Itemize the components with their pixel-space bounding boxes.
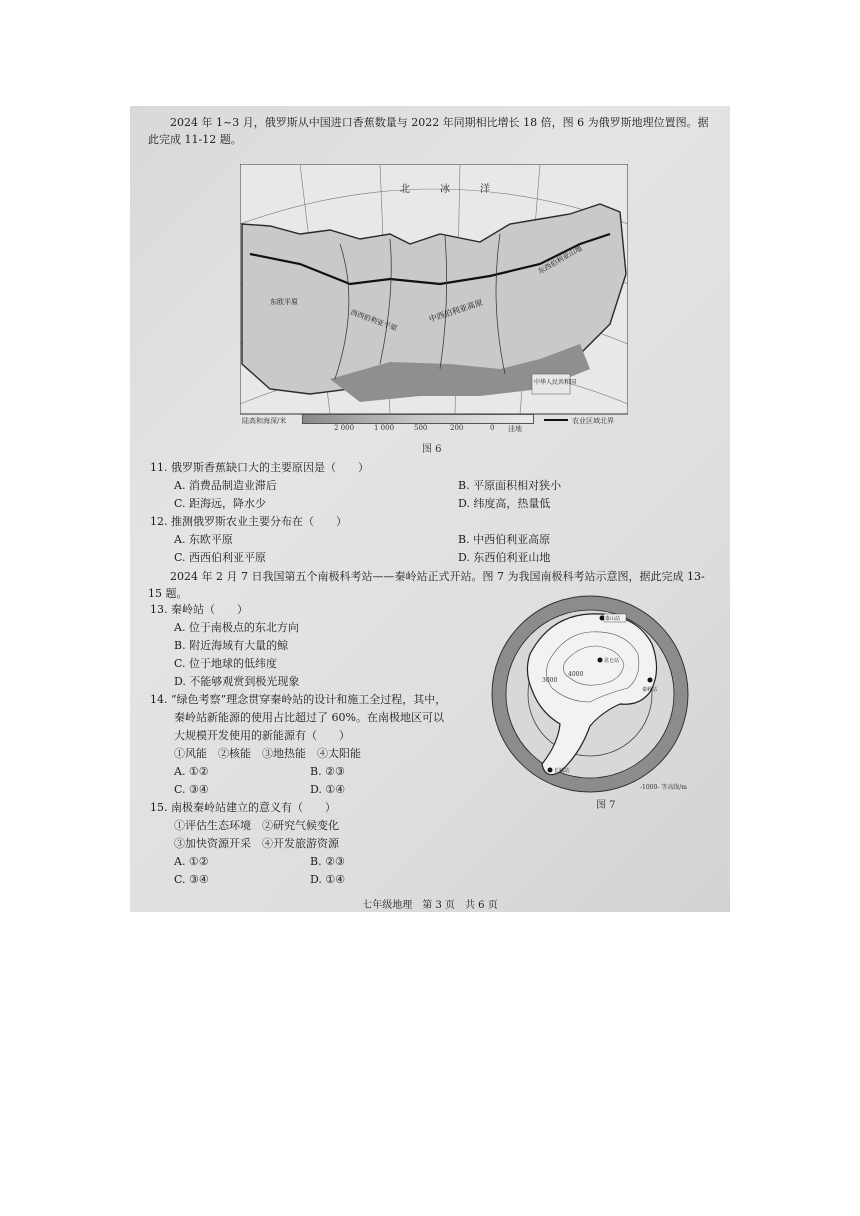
exam-sheet [130, 106, 730, 912]
figure-6-caption: 图 6 [422, 444, 442, 455]
legend-boundary-line [544, 419, 568, 421]
legend-val-0: 0 [490, 424, 495, 432]
q15-choices-1: ①评估生态环境 ②研究气候变化 [174, 819, 339, 832]
q13-option-b: B. 附近海域有大量的鲸 [174, 639, 289, 652]
q14-option-a: A. ①② [174, 765, 209, 778]
q11-option-c: C. 距海远，降水少 [174, 497, 267, 510]
label-east-siberian-mountains: 东西伯利亚山地 [537, 244, 584, 276]
legend-elevation-label: 陆高和海深/米 [242, 417, 287, 425]
station-changcheng: 长城站 [554, 768, 570, 774]
station-kunlun: 昆仑站 [604, 658, 620, 664]
q14-stem-line-3: 大规模开发使用的新能源有（ ） [174, 729, 350, 742]
legend-val-500: 500 [414, 424, 428, 432]
legend-val-200: 200 [450, 424, 464, 432]
intro-paragraph-1: 2024 年 1~3 月，俄罗斯从中国进口香蕉数量与 2022 年同期相比增长 18 倍，图 6 为俄罗斯地理位置图。据此完成 11-12 题。 [148, 116, 709, 146]
figure-7-caption: 图 7 [596, 800, 616, 811]
q12-stem: 12. 推测俄罗斯农业主要分布在（ ） [150, 515, 347, 528]
q14-option-b: B. ②③ [310, 765, 345, 778]
label-yang: 洋 [480, 184, 490, 195]
q13-option-d: D. 不能够观赏到极光现象 [174, 675, 300, 688]
figure-7-legend: -1000- 等高线/m [640, 784, 687, 791]
q14-option-c: C. ③④ [174, 783, 209, 796]
legend-boundary-label: 农业区域北界 [572, 417, 614, 425]
q12-option-d: D. 东西伯利亚山地 [458, 551, 551, 564]
label-central-siberian-plateau: 中西伯利亚高原 [427, 298, 484, 324]
q11-stem: 11. 俄罗斯香蕉缺口大的主要原因是（ ） [150, 461, 369, 474]
label-west-siberian-plain: 西西伯利亚平原 [349, 308, 399, 333]
q13-option-c: C. 位于地球的低纬度 [174, 657, 278, 670]
q15-stem: 15. 南极秦岭站建立的意义有（ ） [150, 801, 336, 814]
legend-elevation-bar [302, 414, 534, 424]
label-china: 中华人民共和国 [534, 379, 577, 386]
legend-val-depression: 洼地 [508, 425, 522, 433]
antarctica-map [490, 594, 690, 794]
q11-option-b: B. 平原面积相对狭小 [458, 479, 562, 492]
q14-option-d: D. ①④ [310, 783, 346, 796]
q11-option-a: A. 消费品制造业滞后 [174, 479, 277, 492]
label-east-european-plain: 东欧平原 [270, 298, 298, 306]
russia-map [240, 164, 628, 428]
legend-val-2000: 2 000 [334, 424, 355, 432]
q12-option-c: C. 西西伯利亚平原 [174, 551, 267, 564]
q12-option-b: B. 中西伯利亚高原 [458, 533, 551, 546]
q15-option-d: D. ①④ [310, 873, 346, 886]
q12-option-a: A. 东欧平原 [174, 533, 233, 546]
contour-label-3000: 3000 [542, 677, 558, 684]
q13-stem: 13. 秦岭站（ ） [150, 603, 248, 616]
map6-legend [242, 410, 632, 432]
q13-option-a: A. 位于南极点的东北方向 [174, 621, 299, 634]
q14-stem-line-1: 14. “绿色考察”理念贯穿秦岭站的设计和施工全过程，其中， [150, 693, 447, 706]
label-bei: 北 [400, 184, 410, 195]
q11-option-d: D. 纬度高，热量低 [458, 497, 551, 510]
station-taishan: 泰山站 [605, 616, 621, 622]
page-footer: 七年级地理 第 3 页 共 6 页 [362, 900, 498, 911]
label-bing: 冰 [440, 184, 450, 195]
legend-val-1000: 1 000 [374, 424, 395, 432]
q15-choices-2: ③加快资源开采 ④开发旅游资源 [174, 837, 339, 850]
intro-paragraph-2: 2024 年 2 月 7 日我国第五个南极科考站——秦岭站正式开站。图 7 为我国南极科考站示意图，据此完成 13-15 题。 [148, 570, 705, 600]
q15-option-a: A. ①② [174, 855, 209, 868]
q14-stem-line-2: 秦岭站新能源的使用占比超过了 60%。在南极地区可以 [174, 711, 444, 724]
contour-label-4000: 4000 [568, 671, 584, 678]
station-qinling: 秦岭站 [642, 687, 658, 693]
q15-option-b: B. ②③ [310, 855, 345, 868]
q15-option-c: C. ③④ [174, 873, 209, 886]
q14-choices: ①风能 ②核能 ③地热能 ④太阳能 [174, 747, 361, 760]
